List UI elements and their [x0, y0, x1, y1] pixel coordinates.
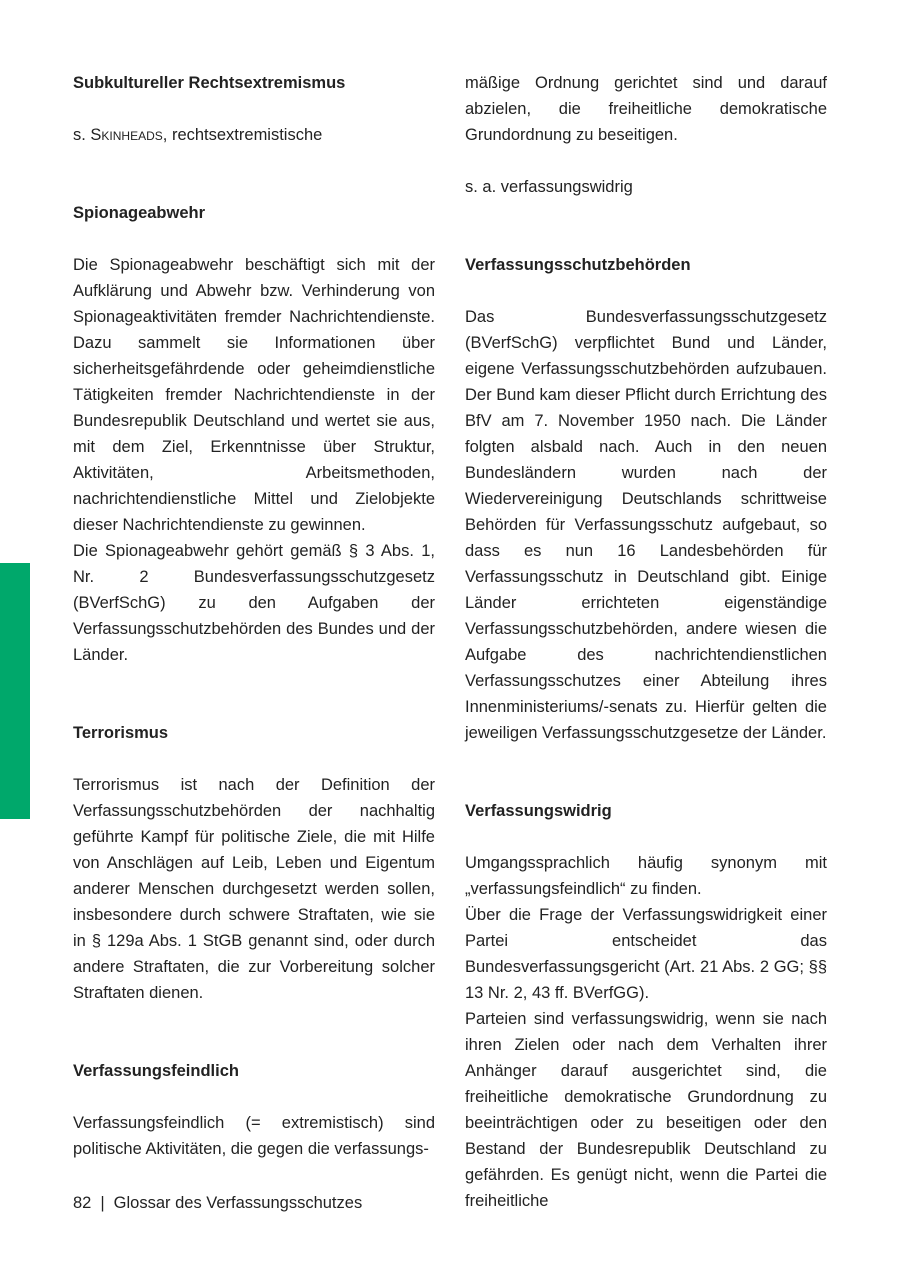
- page-number: 82: [73, 1194, 92, 1212]
- entry-text-spionageabwehr-1: Die Spionageabwehr beschäftigt sich mit der Aufklärung und Abwehr bzw. Verhinderung von Spionageaktivitäten fremder Nachrichtendienste. Dazu sammelt sie Informationen über sicherheitsgefährdende oder geheimdienstliche Tätigkeiten fremder Nachrichtendienste in der Bundesrepublik Deutschland und wertet sie aus, mit dem Ziel, Erkenntnisse über Struktur, Aktivitäten, Arbeitsmethoden, nachrichtendienstliche Mittel und Zielobjekte dieser Nachrichtendienste zu gewinnen.: [73, 256, 435, 534]
- entry-text-verfassungsschutzbehoerden: Das Bundesverfassungsschutzgesetz (BVerfSchG) verpflichtet Bund und Länder, eigene Verfassungsschutzbehörden aufzubauen. Der Bund kam dieser Pflicht durch Errichtung des BfV am 7. November 1950 nach. Die Länder folgten alsbald nach. Auch in den neuen Bundesländern wurden nach der Wiedervereinigung Deutschlands schrittweise Behörden für Verfassungsschutz aufgebaut, so dass es nun 16 Landesbehörden für Verfassungsschutz in Deutschland gibt. Einige Länder errichteten eigenständige Verfassungsschutzbehörden, andere wiesen die Aufgabe des nachrichtendienstlichen Verfassungsschutzes einer Abteilung ihres Innenministeriums/-senats zu. Hierfür gelten die jeweiligen Verfassungsschutzgesetze der Länder.: [465, 308, 827, 742]
- entry-text-verfassungsfeindlich: Verfassungsfeindlich (= extremistisch) sind politische Aktivitäten, die gegen die verfassungs-: [73, 1114, 435, 1158]
- entry-text-verfassungswidrig-1: Umgangssprachlich häufig synonym mit „verfassungsfeindlich“ zu finden.: [465, 854, 827, 898]
- entry-heading-terrorismus: Terrorismus: [73, 724, 169, 742]
- cross-reference-skinheads: Skinheads: [90, 126, 163, 144]
- entry-text-verfassungswidrig-3: Parteien sind verfassungswidrig, wenn sie nach ihren Zielen oder nach dem Verhalten ihrer Anhänger darauf ausgerichtet sind, die freiheitliche demokratische Grundordnung zu beeinträchtigen oder zu beseitigen oder den Bestand der Bundesrepublik Deutschland zu gefährden. Es genügt nicht, wenn die Partei die freiheitliche: [465, 1010, 827, 1210]
- page-footer: [73, 1190, 362, 1216]
- footer-separator: |: [100, 1194, 105, 1212]
- see-also-verfassungswidrig: s. a. verfassungswidrig: [465, 178, 633, 196]
- entry-text-spionageabwehr-2: Die Spionageabwehr gehört gemäß § 3 Abs. 1, Nr. 2 Bundesverfassungsschutzgesetz (BVerfSchG) zu den Aufgaben der Verfassungsschutzbehörden des Bundes und der Länder.: [73, 542, 435, 664]
- entry-heading-verfassungsschutzbehoerden: Verfassungsschutzbehörden: [465, 256, 691, 274]
- entry-text-subkultureller-rechtsextremismus: [73, 122, 435, 148]
- entry-text-verfassungsfeindlich-continued: mäßige Ordnung gerichtet sind und darauf abzielen, die freiheitliche demokratische Grundordnung zu beseitigen.: [465, 74, 827, 144]
- entry-heading-spionageabwehr: Spionageabwehr: [73, 204, 206, 222]
- entry-text-verfassungswidrig-2: Über die Frage der Verfassungswidrigkeit einer Partei entscheidet das Bundesverfassungsgericht (Art. 21 Abs. 2 GG; §§ 13 Nr. 2, 43 ff. BVerfGG).: [465, 906, 827, 1002]
- chapter-side-tab: [0, 563, 30, 819]
- see-prefix: s.: [73, 126, 91, 144]
- entry-heading-subkultureller-rechtsextremismus: Subkultureller Rechtsextremismus: [73, 74, 346, 92]
- see-suffix: , rechtsextremistische: [162, 126, 323, 144]
- right-column: [465, 70, 827, 1214]
- entry-heading-verfassungsfeindlich: Verfassungsfeindlich: [73, 1062, 239, 1080]
- entry-heading-verfassungswidrig: Verfassungswidrig: [465, 802, 612, 820]
- entry-text-terrorismus: Terrorismus ist nach der Definition der Verfassungsschutzbehörden der nachhaltig geführte Kampf für politische Ziele, die mit Hilfe von Anschlägen auf Leib, Leben und Eigentum anderer Menschen durchgesetzt werden sollen, insbesondere durch schwere Straftaten, wie sie in § 129a Abs. 1 StGB genannt sind, oder durch andere Straftaten, die zur Vorbereitung solcher Straftaten dienen.: [73, 776, 435, 1002]
- footer-title: Glossar des Verfassungsschutzes: [113, 1194, 363, 1212]
- left-column: [73, 70, 435, 1162]
